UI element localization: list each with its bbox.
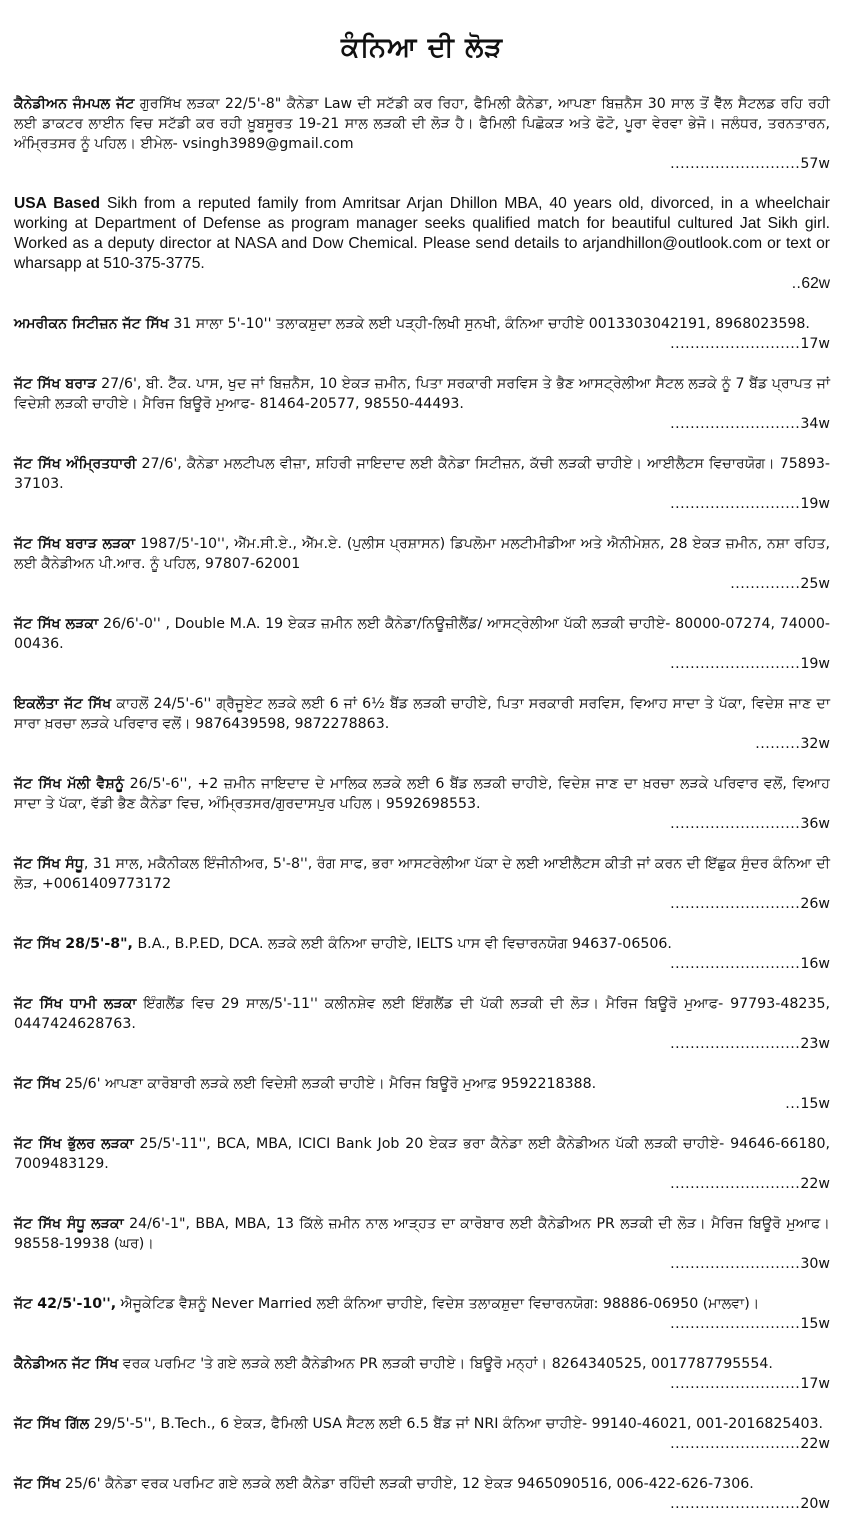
ad-body: 25/6' ਕੈਨੇਡਾ ਵਰਕ ਪਰਮਿਟ ਗਏ ਲੜਕੇ ਲਈ ਕੈਨੇਡਾ ਰਹਿੰਦੀ ਲੜਕੀ ਚਾਹੀਏ, 12 ਏਕੜ 9465090516, 006-422-626-7306. [60, 1476, 754, 1492]
ad-word-count-line [14, 334, 830, 354]
ad-word-count: 23w [800, 1036, 830, 1052]
ad-lead: ਜੱਟ ਸਿੱਖ ਮੱਲੀ ਵੈਸ਼ਨੂੰ [14, 776, 125, 792]
ad-word-count: 19w [800, 656, 830, 672]
ad-word-count: 22w [800, 1176, 830, 1192]
classified-ad [14, 314, 830, 354]
ad-word-count: 20w [800, 1496, 830, 1512]
classified-ad [14, 1354, 830, 1394]
ad-word-count: 19w [800, 496, 830, 512]
ad-lead: ਜੱਟ ਸਿੱਖ [14, 1076, 61, 1092]
ad-leader-dots: ......... [755, 736, 801, 752]
classified-ad [14, 1294, 830, 1334]
ad-lead: ਜੱਟ 42/5'-10'', [14, 1296, 117, 1312]
ad-word-count-line [14, 1174, 830, 1194]
ad-word-count-line [14, 894, 830, 914]
ad-leader-dots: .......................... [670, 1176, 801, 1192]
ad-lead: ਜੱਟ ਸਿੱਖ ਅੰਮ੍ਰਿਤਧਾਰੀ [14, 456, 137, 472]
ad-word-count-line [14, 1094, 830, 1114]
ad-body: 29/5'-5'', B.Tech., 6 ਏਕੜ, ਫੈਮਿਲੀ USA ਸੈਟਲ ਲਈ 6.5 ਬੈਂਡ ਜਾਂ NRI ਕੰਨਿਆ ਚਾਹੀਏ- 99140-46021, 001-2016825403. [89, 1416, 824, 1432]
ad-leader-dots: .......................... [670, 1036, 801, 1052]
ad-leader-dots: .......................... [670, 956, 801, 972]
ad-word-count-line [14, 954, 830, 974]
ad-lead: ਅਮਰੀਕਨ ਸਿਟੀਜ਼ਨ ਜੱਟ ਸਿੱਖ [14, 316, 169, 332]
classified-ad [14, 374, 830, 434]
classified-ad [14, 194, 830, 294]
ad-lead: ਕੈਨੇਡੀਅਨ ਜੰਮਪਲ ਜੱਟ [14, 96, 135, 112]
ad-lead: ਜੱਟ ਸਿੱਖ ਬਰਾੜ [14, 376, 97, 392]
ad-leader-dots: .......................... [670, 1436, 801, 1452]
ad-body: ਕਾਹਲੋਂ 24/5'-6'' ਗ੍ਰੈਜੂਏਟ ਲੜਕੇ ਲਈ 6 ਜਾਂ 6½ ਬੈਂਡ ਲੜਕੀ ਚਾਹੀਏ, ਪਿਤਾ ਸਰਕਾਰੀ ਸਰਵਿਸ, ਵਿਆਹ ਸਾਦਾ ਤੇ ਪੱਕਾ, ਵਿਦੇਸ਼ ਜਾਣ ਦਾ ਸਾਰਾ ਖ਼ਰਚਾ ਲੜਕੇ ਪਰਿਵਾਰ ਵਲੋਂ। 9876439598, 9872278863. [14, 696, 831, 732]
ad-word-count-line [14, 274, 830, 294]
ad-body: 27/6', ਕੈਨੇਡਾ ਮਲਟੀਪਲ ਵੀਜ਼ਾ, ਸ਼ਹਿਰੀ ਜਾਇਦਾਦ ਲਈ ਕੈਨੇਡਾ ਸਿਟੀਜ਼ਨ, ਕੱਚੀ ਲੜਕੀ ਚਾਹੀਏ। ਆਈਲੈਟਸ ਵਿਚਾਰਯੋਗ। 75893-37103. [14, 456, 831, 492]
ad-body: 25/5'-11'', BCA, MBA, ICICI Bank Job 20 ਏਕੜ ਭਰਾ ਕੈਨੇਡਾ ਲਈ ਕੈਨੇਡੀਅਨ ਪੱਕੀ ਲੜਕੀ ਚਾਹੀਏ- 94646-66180, 7009483129. [14, 1136, 830, 1172]
ad-leader-dots: .............. [730, 576, 801, 592]
ad-word-count: 57w [800, 156, 830, 172]
ad-word-count: 16w [800, 956, 830, 972]
ad-word-count-line [14, 734, 830, 754]
ad-leader-dots: .......................... [670, 896, 801, 912]
ad-word-count: 22w [800, 1436, 830, 1452]
ad-word-count: 32w [800, 736, 830, 752]
classified-ad [14, 454, 830, 514]
ad-leader-dots: .......................... [670, 1316, 801, 1332]
ad-leader-dots: .......................... [670, 816, 801, 832]
classified-ad [14, 994, 830, 1054]
ad-word-count-line [14, 1494, 830, 1514]
ad-lead: ਜੱਟ ਸਿੱਖ 28/5'-8", [14, 936, 133, 952]
ad-leader-dots: .......................... [670, 1376, 801, 1392]
ad-body: Sikh from a reputed family from Amritsar Arjan Dhillon MBA, 40 years old, divorced, in a wheelchair working at Department of Defense as program manager seeks qualified match for beautiful cultured Jat Sikh girl. Worked as a deputy director at NASA and Dow Chemical. Please send details to arjandhillon@outlook.com or text or wharsapp at 510-375-3775. [14, 195, 831, 272]
ad-word-count: 62w [801, 275, 830, 292]
ad-body: 31 ਸਾਲਾ 5'-10'' ਤਲਾਕਸ਼ੁਦਾ ਲੜਕੇ ਲਈ ਪੜ੍ਹੀ-ਲਿਖੀ ਸੁਨਖੀ, ਕੰਨਿਆ ਚਾਹੀਏ 0013303042191, 8968023598. [168, 316, 810, 332]
ad-leader-dots: .......................... [670, 496, 801, 512]
ad-lead: ਜੱਟ ਸਿੱਖ ਬਰਾੜ ਲੜਕਾ [14, 536, 136, 552]
ad-word-count-line [14, 1314, 830, 1334]
ad-lead: ਜੱਟ ਸਿੱਖ ਲੜਕਾ [14, 616, 99, 632]
ad-word-count-line [14, 1034, 830, 1054]
ad-body: ਵਰਕ ਪਰਮਿਟ 'ਤੇ ਗਏ ਲੜਕੇ ਲਈ ਕੈਨੇਡੀਅਨ PR ਲੜਕੀ ਚਾਹੀਏ। ਬਿਊਰੋ ਮਨ੍ਹਾਂ। 8264340525, 0017787795554. [118, 1356, 773, 1372]
ad-lead: ਜੱਟ ਸਿੱਖ ਸੰਧੂ ਲੜਕਾ [14, 1216, 124, 1232]
classified-ad [14, 534, 830, 594]
ad-body: B.A., B.P.ED, DCA. ਲੜਕੇ ਲਈ ਕੰਨਿਆ ਚਾਹੀਏ, IELTS ਪਾਸ ਵੀ ਵਿਚਾਰਨਯੋਗ 94637-06506. [132, 936, 672, 952]
ad-body: 1987/5'-10'', ਐੱਮ.ਸੀ.ਏ., ਐੱਮ.ਏ. (ਪੁਲੀਸ ਪ੍ਰਸ਼ਾਸਨ) ਡਿਪਲੋਮਾ ਮਲਟੀਮੀਡੀਆ ਅਤੇ ਐਨੀਮੇਸ਼ਨ, 28 ਏਕੜ ਜ਼ਮੀਨ, ਨਸ਼ਾ ਰਹਿਤ, ਲਈ ਕੈਨੇਡੀਅਨ ਪੀ.ਆਰ. ਨੂੰ ਪਹਿਲ, 97807-62001 [14, 536, 831, 572]
ad-word-count: 25w [800, 576, 830, 592]
ad-leader-dots: .......................... [670, 336, 801, 352]
classified-ad [14, 1134, 830, 1194]
ad-lead: ਜੱਟ ਸਿੱਖ [14, 1476, 61, 1492]
ad-leader-dots: .......................... [670, 1496, 801, 1512]
ad-lead: ਜੱਟ ਸਿੱਖ ਭੁੱਲਰ ਲੜਕਾ [14, 1136, 134, 1152]
ad-word-count-line [14, 494, 830, 514]
classified-ad [14, 1474, 830, 1514]
ad-body: , 31 ਸਾਲ, ਮਕੈਨੀਕਲ ਇੰਜੀਨੀਅਰ, 5'-8'', ਰੰਗ ਸਾਫ, ਭਰਾ ਆਸਟਰੇਲੀਆ ਪੱਕਾ ਦੇ ਲਈ ਆਈਲੈਟਸ ਕੀਤੀ ਜਾਂ ਕਰਨ ਦੀ ਇੱਛੁਕ ਸੁੰਦਰ ਕੰਨਿਆ ਦੀ ਲੋੜ, +0061409773172 [14, 856, 830, 892]
classified-ad [14, 934, 830, 974]
ad-word-count: 15w [800, 1096, 830, 1112]
ad-word-count: 34w [800, 416, 830, 432]
ads-list [14, 94, 830, 1514]
ad-body: 26/6'-0'' , Double M.A. 19 ਏਕੜ ਜ਼ਮੀਨ ਲਈ ਕੈਨੇਡਾ/ਨਿਊਜ਼ੀਲੈਂਡ/ ਆਸਟ੍ਰੇਲੀਆ ਪੱਕੀ ਲੜਕੀ ਚਾਹੀਏ- 80000-07274, 74000-00436. [14, 616, 830, 652]
classified-ad [14, 694, 830, 754]
ad-word-count-line [14, 414, 830, 434]
ad-leader-dots: .......................... [670, 656, 801, 672]
ad-body: 26/5'-6'', +2 ਜ਼ਮੀਨ ਜਾਇਦਾਦ ਦੇ ਮਾਲਿਕ ਲੜਕੇ ਲਈ 6 ਬੈਂਡ ਲੜਕੀ ਚਾਹੀਏ, ਵਿਦੇਸ਼ ਜਾਣ ਦਾ ਖ਼ਰਚਾ ਲੜਕੇ ਪਰਿਵਾਰ ਵਲੋਂ, ਵਿਆਹ ਸਾਦਾ ਤੇ ਪੱਕਾ, ਵੱਡੀ ਭੈਣ ਕੈਨੇਡਾ ਵਿਚ, ਅੰਮ੍ਰਿਤਸਰ/ਗੁਰਦਾਸਪੁਰ ਪਹਿਲ। 9592698553. [14, 776, 830, 812]
ad-body: 27/6', ਬੀ. ਟੈੱਕ. ਪਾਸ, ਖੁਦ ਜਾਂ ਬਿਜ਼ਨੈਸ, 10 ਏਕੜ ਜ਼ਮੀਨ, ਪਿਤਾ ਸਰਕਾਰੀ ਸਰਵਿਸ ਤੇ ਭੈਣ ਆਸਟ੍ਰੇਲੀਆ ਸੈਟਲ ਲੜਕੇ ਨੂੰ 7 ਬੈਂਡ ਪ੍ਰਾਪਤ ਜਾਂ ਵਿਦੇਸ਼ੀ ਲੜਕੀ ਚਾਹੀਏ। ਮੈਰਿਜ ਬਿਊਰੋ ਮੁਆਫ- 81464-20577, 98550-44493. [14, 376, 830, 412]
ad-lead: USA Based [14, 195, 101, 212]
ad-word-count-line [14, 1434, 830, 1454]
ad-word-count-line [14, 154, 830, 174]
ad-word-count-line [14, 1374, 830, 1394]
ad-leader-dots: ... [785, 1096, 801, 1112]
classified-ad [14, 774, 830, 834]
ad-word-count-line [14, 1254, 830, 1274]
ad-leader-dots: .......................... [670, 156, 801, 172]
classified-ad [14, 1214, 830, 1274]
ad-leader-dots: .......................... [670, 1256, 801, 1272]
ad-word-count: 17w [800, 1376, 830, 1392]
ad-lead: ਜੱਟ ਸਿੱਖ ਧਾਮੀ ਲੜਕਾ [14, 996, 137, 1012]
ad-word-count: 17w [800, 336, 830, 352]
ad-body: ਐਜੂਕੇਟਿਡ ਵੈਸ਼ਨੂੰ Never Married ਲਈ ਕੰਨਿਆ ਚਾਹੀਏ, ਵਿਦੇਸ਼ ਤਲਾਕਸ਼ੁਦਾ ਵਿਚਾਰਨਯੋਗ: 98886-06950 (ਮਾਲਵਾ)। [116, 1296, 760, 1312]
ad-leader-dots: .......................... [670, 416, 801, 432]
classified-ad [14, 1414, 830, 1454]
page-title: ਕੰਨਿਆ ਦੀ ਲੋੜ [340, 32, 504, 63]
ad-word-count-line [14, 574, 830, 594]
ad-word-count-line [14, 654, 830, 674]
ad-body: 25/6' ਆਪਣਾ ਕਾਰੋਬਾਰੀ ਲੜਕੇ ਲਈ ਵਿਦੇਸ਼ੀ ਲੜਕੀ ਚਾਹੀਏ। ਮੈਰਿਜ ਬਿਊਰੋ ਮੁਆਫ਼ 9592218388. [60, 1076, 597, 1092]
ad-lead: ਇਕਲੌਤਾ ਜੱਟ ਸਿੱਖ [14, 696, 112, 712]
ad-word-count: 26w [800, 896, 830, 912]
ad-body: ਇੰਗਲੈਂਡ ਵਿਚ 29 ਸਾਲ/5'-11'' ਕਲੀਨਸ਼ੇਵ ਲਈ ਇੰਗਲੈਂਡ ਦੀ ਪੱਕੀ ਲੜਕੀ ਦੀ ਲੋੜ। ਮੈਰਿਜ ਬਿਊਰੋ ਮੁਆਫ- 97793-48235, 0447424628763. [14, 996, 830, 1032]
ad-body: 24/6'-1", BBA, MBA, 13 ਕਿੱਲੇ ਜ਼ਮੀਨ ਨਾਲ ਆੜ੍ਹਤ ਦਾ ਕਾਰੋਬਾਰ ਲਈ ਕੈਨੇਡੀਅਨ PR ਲੜਕੀ ਦੀ ਲੋੜ। ਮੈਰਿਜ ਬਿਊਰੋ ਮੁਆਫ। 98558-19938 (ਘਰ)। [14, 1216, 830, 1252]
ad-lead: ਜੱਟ ਸਿੱਖ ਸੰਧੂ [14, 856, 84, 872]
ad-leader-dots: .. [791, 275, 802, 292]
ad-lead: ਜੱਟ ਸਿੱਖ ਗਿੱਲ [14, 1416, 90, 1432]
classified-ad [14, 854, 830, 914]
classified-ad [14, 94, 830, 174]
ad-word-count-line [14, 814, 830, 834]
ad-word-count: 15w [800, 1316, 830, 1332]
ad-word-count: 36w [800, 816, 830, 832]
ad-word-count: 30w [800, 1256, 830, 1272]
ad-body: ਗੁਰਸਿੱਖ ਲੜਕਾ 22/5'-8" ਕੈਨੇਡਾ Law ਦੀ ਸਟੱਡੀ ਕਰ ਰਿਹਾ, ਫੈਮਿਲੀ ਕੈਨੇਡਾ, ਆਪਣਾ ਬਿਜ਼ਨੈਸ 30 ਸਾਲ ਤੋਂ ਵੈੱਲ ਸੈਟਲਡ ਰਹਿ ਰਹੀ ਲਈ ਡਾਕਟਰ ਲਾਈਨ ਵਿਚ ਸਟੱਡੀ ਕਰ ਰਹੀ ਖ਼ੂਬਸੂਰਤ 19-21 ਸਾਲ ਲੜਕੀ ਦੀ ਲੋੜ ਹੈ। ਫੈਮਿਲੀ ਪਿਛੋਕੜ ਅਤੇ ਫੋਟੋ, ਪੂਰਾ ਵੇਰਵਾ ਭੇਜੋ। ਜਲੰਧਰ, ਤਰਨਤਾਰਨ, ਅੰਮ੍ਰਿਤਸਰ ਨੂੰ ਪਹਿਲ। ਈਮੇਲ- vsingh3989@gmail.com [14, 96, 830, 152]
classified-ad [14, 1074, 830, 1114]
classified-ad [14, 614, 830, 674]
ad-lead: ਕੈਨੇਡੀਅਨ ਜੱਟ ਸਿੱਖ [14, 1356, 119, 1372]
